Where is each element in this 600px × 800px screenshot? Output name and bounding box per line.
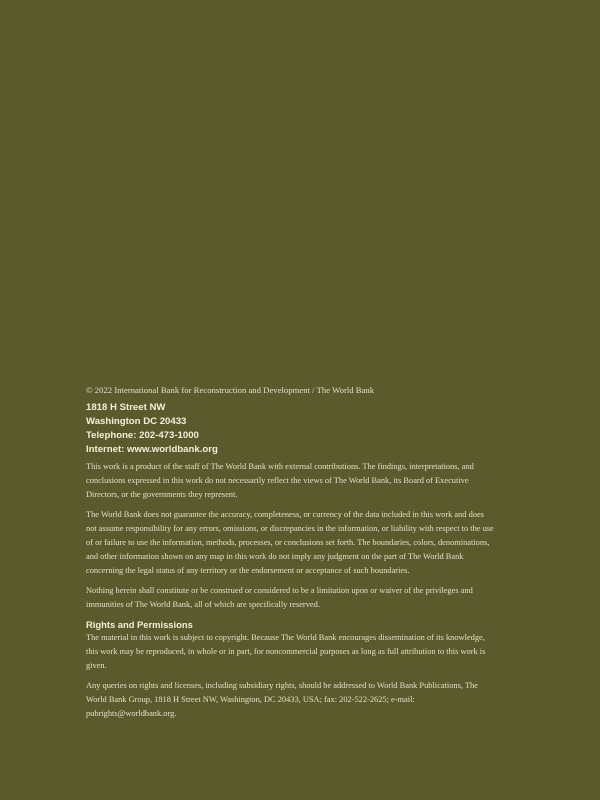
disclaimer-paragraph-2: The World Bank does not guarantee the accuracy, completeness, or currency of the data included in this work and does not assume responsibility for any errors, omissions, or discrepancies in the information, or liability with respect to the use of or failure to use the information, methods, processes, or conclusions set forth. The boundaries, colors, denominations, and other information shown on any map in this work do not imply any judgment on the part of The World Bank concerning the legal status of any territory or the endorsement or acceptance of such boundaries. xyxy=(86,510,494,575)
rights-paragraph-1: The material in this work is subject to copyright. Because The World Bank encourages dissemination of its knowledge, this work may be reproduced, in whole or in part, for noncommercial purposes as long as full attribution to this work is given. xyxy=(86,633,486,670)
address-block xyxy=(86,401,496,457)
address-internet: Internet: www.worldbank.org xyxy=(86,444,218,455)
copyright-line: © 2022 International Bank for Reconstruction and Development / The World Bank xyxy=(86,385,375,395)
copyright-page-text xyxy=(86,384,496,727)
address-street: 1818 H Street NW xyxy=(86,402,166,413)
address-city: Washington DC 20433 xyxy=(86,416,187,427)
address-telephone: Telephone: 202-473-1000 xyxy=(86,430,199,441)
rights-paragraph-2: Any queries on rights and licenses, including subsidiary rights, should be addressed to World Bank Publications, The World Bank Group, 1818 H Street NW, Washington, DC 20433, USA; fax: 202-522-2625; e-mail: pubrights@worldbank.org. xyxy=(86,681,478,718)
rights-heading: Rights and Permissions xyxy=(86,619,193,630)
disclaimer-paragraph-3: Nothing herein shall constitute or be construed or considered to be a limitation upon or waiver of the privileges and immunities of The World Bank, all of which are specifically reserved. xyxy=(86,586,473,609)
disclaimer-paragraph-1: This work is a product of the staff of The World Bank with external contributions. The findings, interpretations, and conclusions expressed in this work do not necessarily reflect the views of The World Bank, its Board of Executive Directors, or the governments they represent. xyxy=(86,462,474,499)
